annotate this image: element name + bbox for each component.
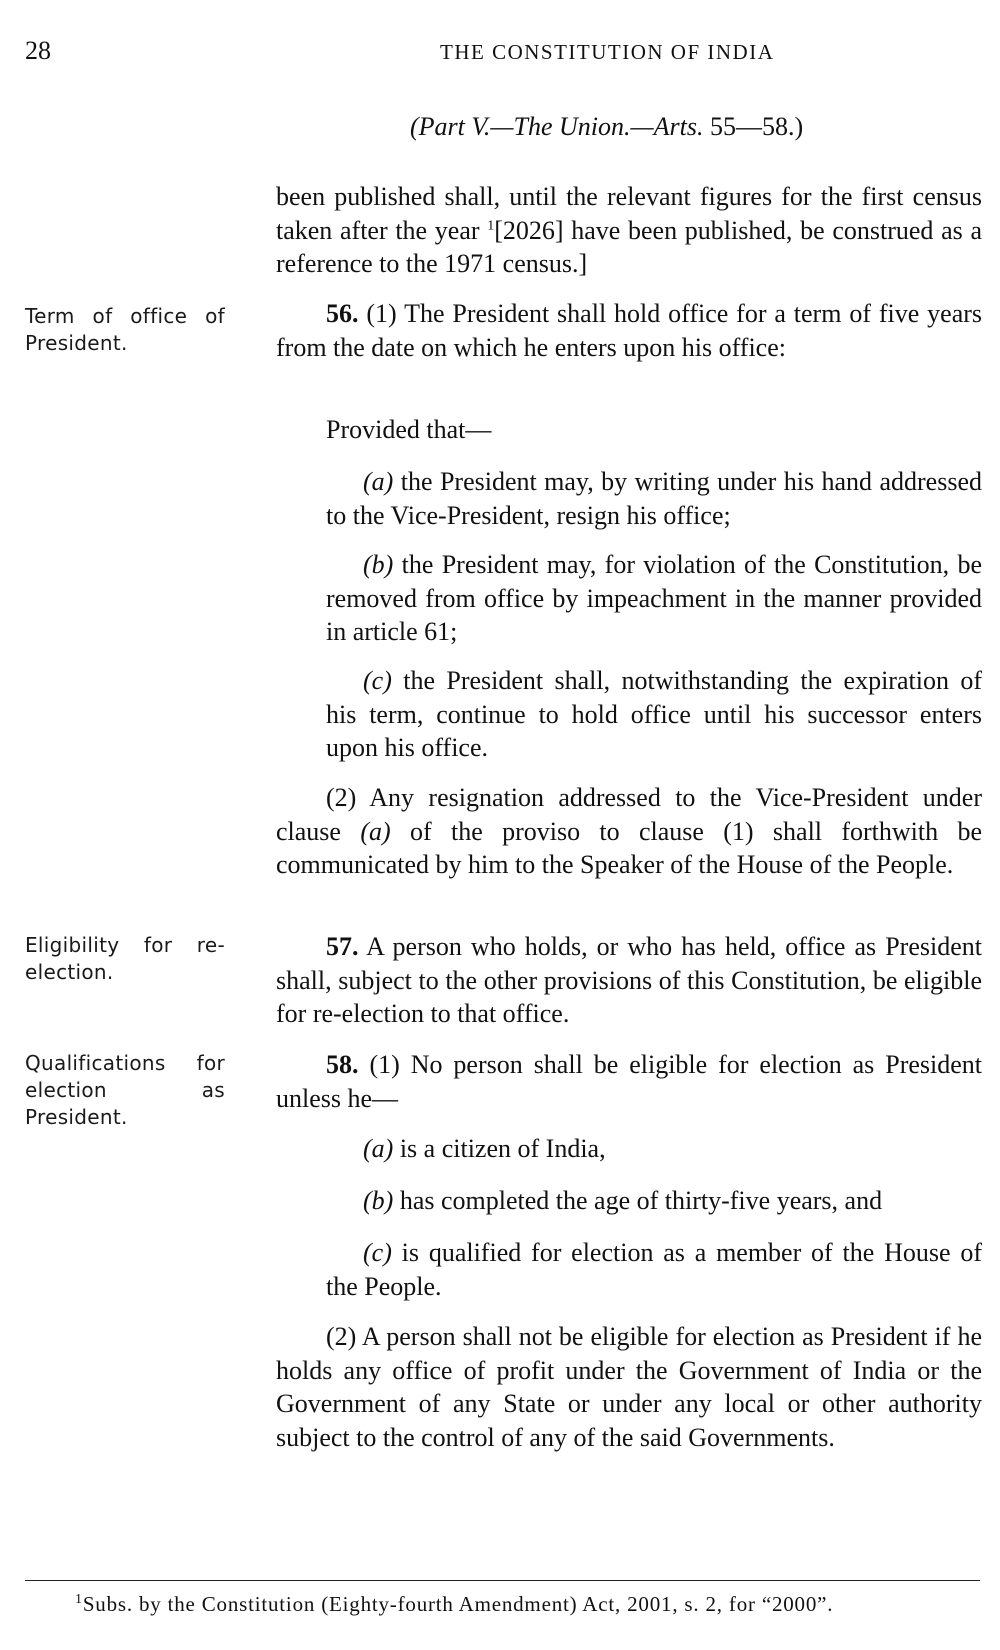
article-56-clause-1-text: (1) The President shall hold office for a term of five years from the date on which he enters upon his office: xyxy=(276,299,983,362)
article-57-text: A person who holds, or who has held, office as President shall, subject to the other provisions of this Constitution, be eligible for re-election to that office. xyxy=(276,932,982,1028)
article-58-number: 58. xyxy=(326,1050,359,1079)
running-title: THE CONSTITUTION OF INDIA xyxy=(440,40,775,64)
article-56-proviso: Provided that— xyxy=(326,415,492,444)
footnote xyxy=(75,1592,833,1617)
item-text: the President shall, notwithstanding the expiration of his term, continue to hold office until his successor enters upon his office. xyxy=(326,666,982,762)
article-58-clause-1-text: (1) No person shall be eligible for election as President unless he— xyxy=(276,1050,983,1113)
article-58-clause-1 xyxy=(276,1048,982,1115)
continuation-text-end: [2026] have been published, be construed as a reference to the 1971 census.] xyxy=(276,215,982,278)
article-56-item-b xyxy=(326,548,982,649)
footnote-reference: 1 xyxy=(487,217,495,233)
article-58-clause-2: (2) A person shall not be eligible for election as President if he holds any office of profit under the Government of India or the Government of any State or under any local or other authority subject to the control of any of the said Governments. xyxy=(276,1322,982,1452)
clause-2-end: of the proviso to clause (1) shall forthwith be communicated by him to the Speaker of the House of the People. xyxy=(276,816,983,879)
article-56-item-a xyxy=(326,465,982,532)
margin-note-article-57: Eligibility for re-election. xyxy=(25,933,225,984)
article-56-item-c xyxy=(326,664,982,765)
margin-note-article-56: Term of office of President. xyxy=(25,304,225,355)
continuation-paragraph xyxy=(276,180,982,281)
clause-2-start: (2) Any resignation addressed to the Vice-President under clause xyxy=(276,783,982,846)
continuation-text-start: been published shall, until the relevant figures for the first census taken after the year xyxy=(276,182,982,245)
article-56-clause-1 xyxy=(276,297,982,364)
article-57-number: 57. xyxy=(326,932,359,961)
article-58-item-a xyxy=(326,1132,982,1166)
item-text: is a citizen of India, xyxy=(399,1134,606,1163)
item-text: is qualified for election as a member of the House of the People. xyxy=(326,1238,982,1301)
item-text: the President may, by writing under his hand addressed to the Vice-President, resign his office; xyxy=(326,467,982,530)
margin-note-article-58: Qualifications for election as President. xyxy=(25,1051,225,1129)
footnote-text: Subs. by the Constitution (Eighty-fourth Amendment) Act, 2001, s. 2, for “2000”. xyxy=(82,1592,834,1616)
footnote-marker: 1 xyxy=(75,1592,83,1607)
item-text: the President may, for violation of the Constitution, be removed from office by impeachment in the manner provided in article 61; xyxy=(326,550,982,646)
item-label: (b) xyxy=(363,550,394,579)
item-label: (c) xyxy=(363,666,392,695)
article-56-clause-2 xyxy=(276,781,982,882)
article-57 xyxy=(276,930,982,1031)
part-heading-prefix: (Part V.—The Union.—Arts. xyxy=(410,112,704,141)
item-text: has completed the age of thirty-five years, and xyxy=(399,1186,883,1215)
clause-2-label: (a) xyxy=(360,816,391,846)
item-label: (b) xyxy=(363,1186,394,1215)
footnote-divider xyxy=(25,1580,980,1581)
article-56-number: 56. xyxy=(326,299,359,328)
article-58-item-b xyxy=(326,1184,982,1218)
item-label: (a) xyxy=(363,467,394,496)
part-heading-range: 55—58.) xyxy=(710,112,804,141)
article-58-item-c xyxy=(326,1236,982,1303)
item-label: (a) xyxy=(363,1134,394,1163)
page-number: 28 xyxy=(25,36,51,65)
item-label: (c) xyxy=(363,1238,392,1267)
part-heading xyxy=(410,112,803,142)
